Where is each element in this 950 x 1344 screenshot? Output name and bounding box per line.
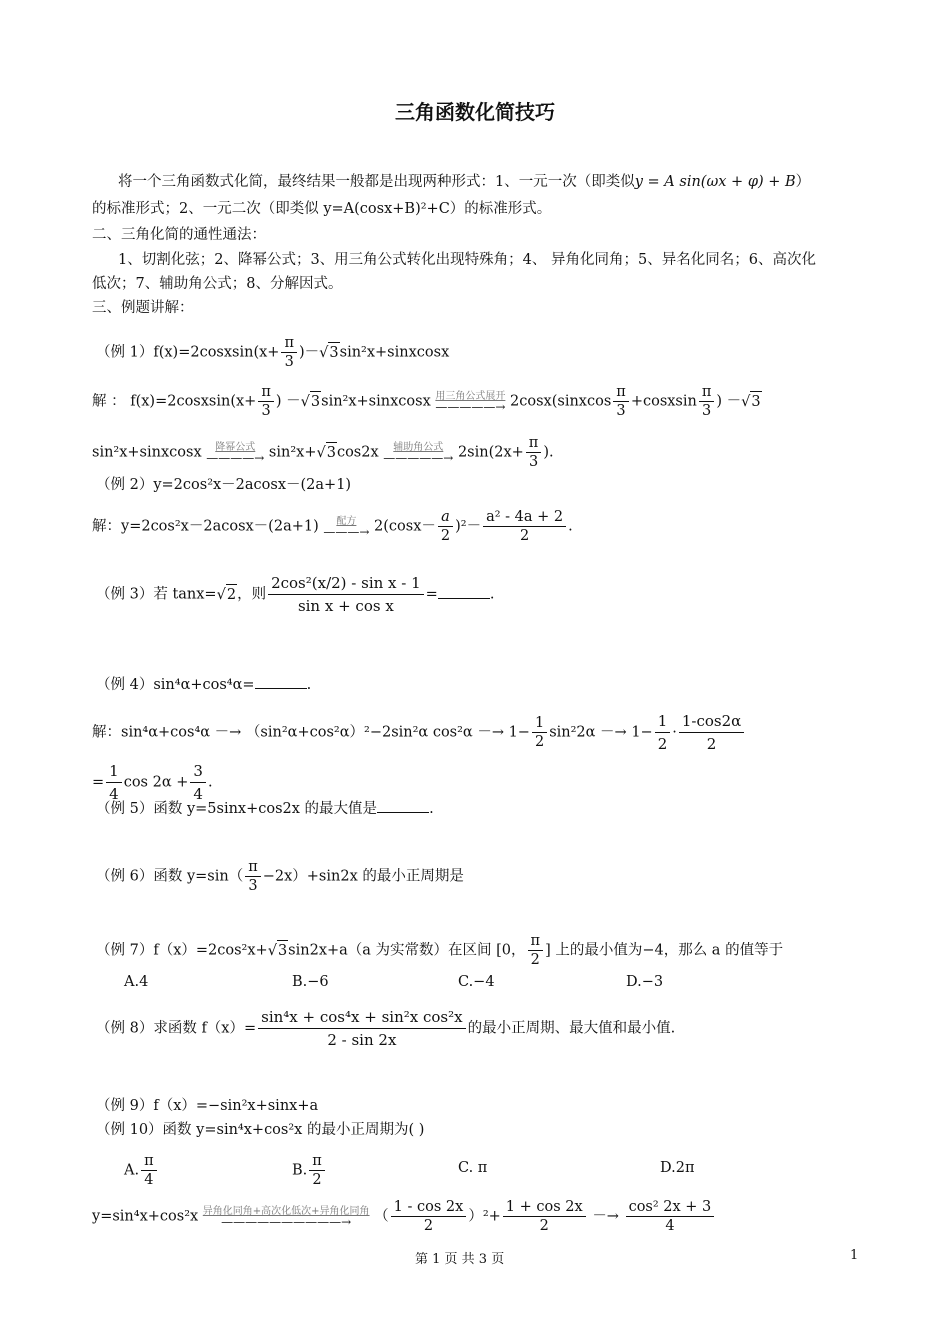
- example-7-option-b: B.−6: [292, 974, 329, 990]
- example-10: （例 10）函数 y=sin⁴x+cos²x 的最小正周期为( ): [96, 1122, 425, 1138]
- page-footer: 第 1 页 共 3 页: [415, 1252, 505, 1267]
- transform-arrow: 配方 ———→: [323, 516, 370, 539]
- sqrt-sign: √3: [319, 342, 339, 363]
- example-7-option-d: D.−3: [626, 974, 664, 990]
- example-2: （例 2）y=2cos²x－2acosx－(2a+1): [96, 477, 352, 493]
- solution-2: 解：y=2cos²x－2acosx－(2a+1) 配方 ———→ 2(cosx－ $\frac{a}{2}$ )²－ $\frac{\text{a² - 4a + 2}}{2}$ .: [92, 509, 573, 544]
- fraction: $\frac{\pi}{4}$: [141, 1152, 157, 1189]
- fraction: $\frac{\text{cos² 2x + 3}}{4}$: [626, 1198, 715, 1235]
- example-7-option-c: C.−4: [458, 974, 495, 990]
- fraction: $\frac{a}{2}$: [438, 508, 453, 545]
- example-10-option-c: C. π: [458, 1160, 488, 1176]
- fraction: $\frac{1}{4}$: [106, 760, 122, 805]
- methods-line2: 低次；7、辅助角公式；8、分解因式。: [92, 276, 343, 292]
- example-6: （例 6）函数 y=sin（ $\frac{\pi}{3}$ −2x）+sin2x 的最小正周期是: [96, 859, 464, 894]
- fraction: $\frac{\pi}{2}$: [309, 1152, 325, 1189]
- solution-1-line2: sin²x+sinxcosx 降幂公式 ————→ sin²x+√3cos2x 辅助角公式 —————→ 2sin(2x+ $\frac{\pi}{3}$ ).: [92, 435, 554, 470]
- example-4: （例 4）sin⁴α+cos⁴α= .: [96, 674, 311, 695]
- page-title: 三角函数化简技巧: [395, 100, 555, 124]
- solution-10: y=sin⁴x+cos²x 异角化同角+高次化低次+异角化同角 ——————————→ （ $\frac{1 - \cos 2x}{2}$ ）²+ $\frac{1 + \cos 2x}{2}$ －→ $\frac{\text{cos² 2x + 3}}{4}$: [92, 1198, 716, 1235]
- sqrt-sign: √3: [316, 442, 336, 463]
- answer-blank: [377, 798, 429, 813]
- sqrt-sign: √3: [268, 940, 288, 961]
- sqrt-sign: √2: [217, 584, 237, 605]
- example-8: （例 8）求函数 f（x）= $\frac{\text{sin⁴x + cos⁴x + sin²x cos²x}}{2 - \sin 2x}$ 的最小正周期、最大值和最小值.: [96, 1008, 676, 1049]
- fraction: $\frac{\pi}{3}$: [526, 434, 542, 471]
- solution-4-line1: 解：sin⁴α+cos⁴α －→ （sin²α+cos²α）²−2sin²α cos²α －→ 1− $\frac{1}{2}$ sin²2α －→ 1− $\frac{1}{2}$ · $\frac{1-\cos 2\alpha}{2}$: [92, 710, 746, 755]
- section2-heading: 二、三角化简的通性通法：: [92, 227, 266, 243]
- fraction: $\frac{\pi}{3}$: [699, 383, 715, 420]
- fraction: $\frac{1 - \cos 2x}{2}$: [391, 1198, 467, 1235]
- transform-arrow: 用三角公式展开 —————→: [435, 391, 506, 414]
- fraction: $\frac{\pi}{2}$: [528, 932, 544, 969]
- example-7: （例 7）f（x）=2cos²x+√3sin2x+a（a 为实常数）在区间 [0， $\frac{\pi}{2}$ ] 上的最小值为−4，那么 a 的值等于: [96, 933, 784, 968]
- example-9: （例 9）f（x）=−sin²x+sinx+a: [96, 1098, 319, 1114]
- solution-4-line2: = $\frac{1}{4}$ cos 2α + $\frac{3}{4}$ .: [92, 762, 213, 803]
- fraction: $\frac{\text{2cos²(x/2) - sin x - 1}}{\text{sin x + cos x}}$: [268, 572, 424, 617]
- solution-1-line1: 解 ： f(x)=2cosxsin(x+ $\frac{\pi}{3}$ ) －√3sin²x+sinxcosx 用三角公式展开 —————→ 2cosx(sinxcos $\frac{\pi}{3}$ +cosxsin $\frac{\pi}{3}$ ) －√3: [92, 384, 761, 419]
- fraction: $\frac{3}{4}$: [190, 760, 206, 805]
- sqrt-sign: √3: [301, 391, 321, 412]
- fraction: $\frac{\pi}{3}$: [258, 383, 274, 420]
- fraction: $\frac{\pi}{3}$: [613, 383, 629, 420]
- intro-line2: 的标准形式；2、一元二次（即类似 y=A(cosx+B)²+C）的标准形式。: [92, 201, 552, 217]
- fraction: $\frac{\pi}{3}$: [245, 858, 261, 895]
- transform-arrow: 辅助角公式 —————→: [383, 442, 454, 465]
- fraction: $\frac{\text{a² - 4a + 2}}{2}$: [483, 508, 566, 545]
- fraction: $\frac{1-\cos 2\alpha}{2}$: [679, 710, 744, 755]
- intro-line1: 将一个三角函数式化简，最终结果一般都是出现两种形式：1、一元一次（即类似y = A sin(ωx + φ) + B）: [118, 174, 811, 190]
- section3-heading: 三、例题讲解：: [92, 300, 194, 316]
- sqrt-sign: √3: [741, 391, 761, 412]
- fraction: $\frac{1}{2}$: [655, 710, 671, 755]
- example-10-option-a: A. $\frac{\pi}{4}$: [124, 1152, 159, 1189]
- example-7-option-a: A.4: [124, 974, 149, 990]
- page-number: 1: [850, 1248, 859, 1263]
- fraction: $\frac{\pi}{3}$: [281, 334, 297, 371]
- example-5: （例 5）函数 y=5sinx+cos2x 的最大值是 .: [96, 798, 434, 819]
- transform-arrow: 异角化同角+高次化低次+异角化同角 ——————————→: [202, 1206, 370, 1229]
- fraction: $\frac{1}{2}$: [532, 714, 547, 751]
- transform-arrow: 降幂公式 ————→: [206, 442, 265, 465]
- example-1: （例 1）f(x)=2cosxsin(x+ $\frac{\pi}{3}$ )－√3sin²x+sinxcosx: [96, 335, 450, 370]
- example-3: （例 3）若 tanx=√2，则 $\frac{\text{2cos²(x/2) - sin x - 1}}{\text{sin x + cos x}}$ = .: [96, 574, 495, 615]
- methods-line1: 1、切割化弦；2、降幂公式；3、用三角公式转化出现特殊角；4、 异角化同角；5、异名化同名；6、高次化: [118, 252, 816, 268]
- fraction: $\frac{\text{sin⁴x + cos⁴x + sin²x cos²x}}{2 - \sin 2x}$: [258, 1006, 465, 1051]
- formula-standard: y = A sin(ωx + φ) + B: [634, 174, 796, 190]
- example-10-option-d: D.2π: [660, 1160, 695, 1176]
- answer-blank: [255, 674, 307, 689]
- answer-blank: [438, 584, 490, 599]
- example-10-option-b: B. $\frac{\pi}{2}$: [292, 1152, 327, 1189]
- fraction: $\frac{1 + \cos 2x}{2}$: [503, 1198, 586, 1235]
